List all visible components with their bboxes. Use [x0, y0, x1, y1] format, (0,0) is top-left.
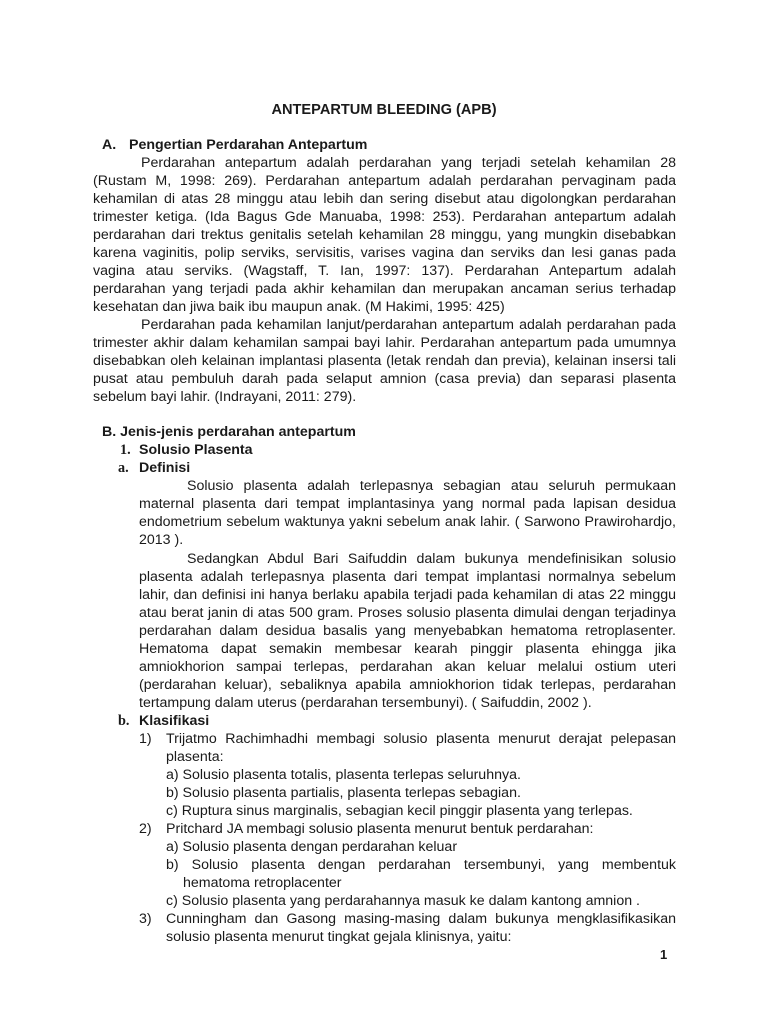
list-item-text: Cunningham dan Gasong masing-masing dalam bukunya mengklasifikasikan	[166, 911, 676, 927]
document-title: ANTEPARTUM BLEEDING (APB)	[271, 102, 497, 118]
paragraph-line: disebabkan oleh kelainan implantasi plasenta (letak rendah dan previa), kelainan insersi tali	[93, 353, 676, 369]
definisi-line: 2013 ).	[139, 532, 184, 548]
item-1-marker: 1.	[120, 442, 131, 458]
paragraph-line: sebelum bayi lahir. (Indrayani, 2011: 279).	[93, 389, 357, 405]
paragraph-line: (Rustam M, 1998: 269). Perdarahan antepartum adalah perdarahan pervaginam pada	[93, 173, 676, 189]
sub-list-item: b) Solusio plasenta partialis, plasenta terlepas sebagian.	[166, 785, 521, 801]
paragraph-line: Perdarahan pada kehamilan lanjut/perdarahan antepartum adalah perdarahan pada	[141, 317, 676, 333]
sub-a-heading: Definisi	[139, 460, 191, 476]
sub-list-item: c) Ruptura sinus marginalis, sebagian kecil pinggir plasenta yang terlepas.	[166, 803, 633, 819]
definisi-line: Hematoma dapat semakin membesar kearah pinggir plasenta ehingga jika	[139, 641, 676, 657]
list-item-text: solusio plasenta menurut tingkat gejala klinisnya, yaitu:	[166, 929, 512, 945]
definisi-line: maternal plasenta dari tempat implantasinya yang normal pada lapisan desidua	[139, 496, 676, 512]
paragraph-line: perdarahan yang terjadi pada akhir kehamilan dan merupakan ancaman serius terhadap	[93, 281, 676, 297]
list-item-text: plasenta:	[166, 749, 224, 765]
definisi-line: tertampung dalam uterus (perdarahan tersembunyi). ( Saifuddin, 2002 ).	[139, 695, 592, 711]
sub-list-item: hematoma retroplacenter	[183, 875, 342, 891]
sub-a-marker: a.	[118, 460, 129, 476]
paragraph-line: kehamilan di atas 28 minggu atau lebih dan sering disebut atau digolongkan perdarahan	[93, 191, 676, 207]
definisi-line: perdarahan dalam desidua basalis yang menyebabkan hematoma retroplasenter.	[139, 623, 676, 639]
definisi-line: (perdarahan keluar), sebaliknya apabila amniokhorion tidak terlepas, perdarahan	[139, 677, 676, 693]
definisi-line: Sedangkan Abdul Bari Saifuddin dalam bukunya mendefinisikan solusio	[187, 551, 676, 567]
paragraph-line: Perdarahan antepartum adalah perdarahan yang terjadi setelah kehamilan 28	[141, 155, 676, 171]
section-b-heading: B. Jenis-jenis perdarahan antepartum	[102, 424, 356, 440]
list-item-text: Pritchard JA membagi solusio plasenta menurut bentuk perdarahan:	[166, 821, 594, 837]
section-a-marker: A.	[102, 137, 117, 153]
item-1-heading: Solusio Plasenta	[139, 442, 253, 458]
definisi-line: atau berat janin di atas 500 gram. Proses solusio plasenta dimulai dengan terjadinya	[139, 605, 676, 621]
paragraph-line: perdarahan dari trektus genitalis setelah kehamilan 28 minggu, yang mungkin disebabkan	[93, 227, 676, 243]
paragraph-line: trimester ketiga. (Ida Bagus Gde Manuaba, 1998: 253). Perdarahan antepartum adalah	[93, 209, 676, 225]
definisi-line: amniokhorion sampai terlepas, perdarahan akan keluar melalui ostium uteri	[139, 659, 676, 675]
sub-b-heading: Klasifikasi	[139, 713, 210, 729]
list-number: 1)	[139, 731, 152, 747]
paragraph-line: vagina atau serviks. (Wagstaff, T. Ian, 1997: 137). Perdarahan Antepartum adalah	[93, 263, 676, 279]
definisi-line: lahir, dan definisi ini hanya berlaku apabila terjadi pada kehamilan di atas 22 minggu	[139, 587, 676, 603]
sub-list-item: b) Solusio plasenta dengan perdarahan tersembunyi, yang membentuk	[166, 857, 676, 873]
sub-list-item: c) Solusio plasenta yang perdarahannya masuk ke dalam kantong amnion .	[166, 893, 640, 909]
paragraph-line: kesehatan dan jiwa baik ibu maupun anak. (M Hakimi, 1995: 425)	[93, 299, 505, 315]
definisi-line: plasenta adalah terlepasnya plasenta dari tempat implantasi normalnya sebelum	[139, 569, 676, 585]
sub-list-item: a) Solusio plasenta totalis, plasenta terlepas seluruhnya.	[166, 767, 521, 783]
list-number: 2)	[139, 821, 152, 837]
section-a-heading: Pengertian Perdarahan Antepartum	[129, 137, 368, 153]
definisi-line: Solusio plasenta adalah terlepasnya sebagian atau seluruh permukaan	[187, 478, 676, 494]
sub-list-item: a) Solusio plasenta dengan perdarahan keluar	[166, 839, 458, 855]
page-number: 1	[660, 947, 668, 962]
paragraph-line: trimester akhir dalam kehamilan sampai bayi lahir. Perdarahan antepartum pada umumnya	[93, 335, 676, 351]
sub-b-marker: b.	[118, 713, 130, 729]
paragraph-line: pusat atau pembuluh darah pada selaput amnion (casa previa) dan separasi plasenta	[93, 371, 676, 387]
list-number: 3)	[139, 911, 152, 927]
paragraph-line: karena vaginitis, polip serviks, servisitis, varises vagina dan serviks dan lesi ganas pada	[93, 245, 676, 261]
list-item-text: Trijatmo Rachimhadhi membagi solusio plasenta menurut derajat pelepasan	[166, 731, 676, 747]
definisi-line: endometrium sebelum waktunya yakni sebelum anak lahir. ( Sarwono Prawirohardjo,	[139, 514, 676, 530]
